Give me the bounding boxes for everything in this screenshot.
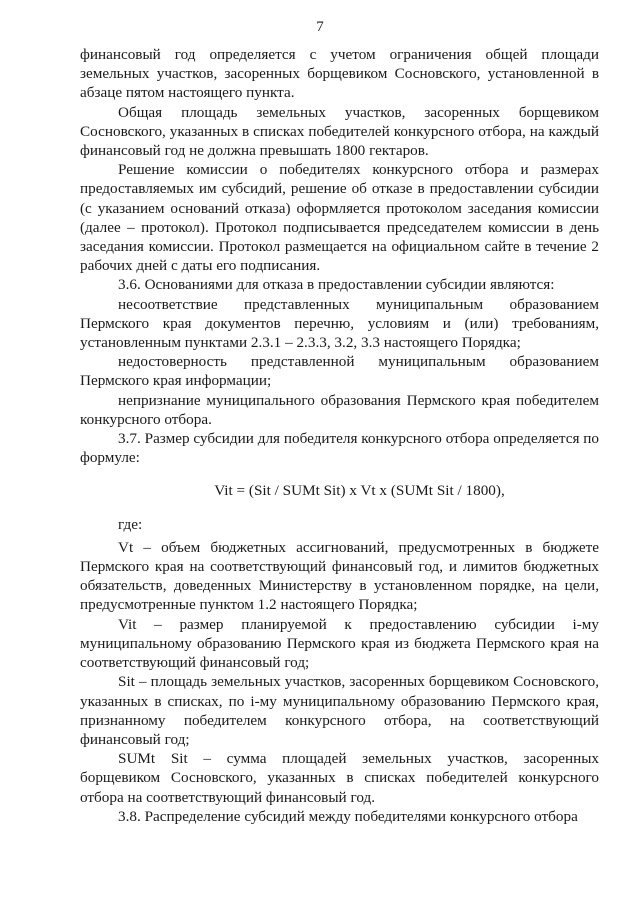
formula-definition: SUMt Sit – сумма площадей земельных участков, засоренных борщевиком Сосновского, указанных в списках победителей конкурсного отбора на соответствующий финансовый год. bbox=[80, 750, 599, 806]
refusal-reason-item: непризнание муниципального образования Пермского края победителем конкурсного отбора. bbox=[80, 391, 599, 428]
refusal-reason-item: несоответствие представленных муниципальным образованием Пермского края документов перечню, условиям и (или) требованиям, установленным пунктами 2.3.1 – 2.3.3, 3.2, 3.3 настоящего Порядка; bbox=[80, 295, 599, 352]
subsidy-formula: Vit = (Sit / SUMt Sit) x Vt x (SUMt Sit / 1800), bbox=[214, 482, 505, 500]
paragraph: финансовый год определяется с учетом ограничения общей площади земельных участков, засоренных борщевиком Сосновского, установленной в абзаце пятом настоящего пункта. bbox=[80, 46, 599, 102]
section-3-8-heading: 3.8. Распределение субсидий между победителями конкурсного отбора bbox=[118, 807, 578, 825]
formula-definition: Vit – размер планируемой к предоставлению субсидии i-му муниципальному образованию Пермского края из бюджета Пермского края на соответствующий финансовый год; bbox=[80, 615, 599, 672]
paragraph: Решение комиссии о победителях конкурсного отбора и размерах предоставляемых им субсидий, решение об отказе в предоставлении субсидии (с указанием оснований отказа) оформляется протоколом заседания комиссии (далее – протокол). Протокол подписывается председателем комиссии в день заседания комиссии. Протокол размещается на официальном сайте в течение 2 рабочих дней с даты его подписания. bbox=[80, 161, 599, 275]
formula-definition: Sit – площадь земельных участков, засоренных борщевиком Сосновского, указанных в списках, по i-му муниципальному образованию Пермского края, признанному победителем конкурсного отбора, на соответствующий финансовый год; bbox=[80, 673, 599, 748]
refusal-reason-item: недостоверность представленной муниципальным образованием Пермского края информации; bbox=[80, 353, 599, 390]
page-number: 7 bbox=[316, 19, 324, 35]
section-3-7-heading: 3.7. Размер субсидии для победителя конкурсного отбора определяется по формуле: bbox=[80, 430, 599, 467]
formula-definition: Vt – объем бюджетных ассигнований, предусмотренных в бюджете Пермского края на соответствующий финансовый год, и лимитов бюджетных обязательств, доведенных Министерству в установленном порядке, на цели, предусмотренные пунктом 1.2 настоящего Порядка; bbox=[80, 538, 599, 614]
section-3-6-heading: 3.6. Основаниями для отказа в предоставлении субсидии являются: bbox=[118, 276, 555, 294]
document-body bbox=[80, 45, 599, 826]
formula-where-label: где: bbox=[118, 515, 143, 533]
paragraph: Общая площадь земельных участков, засоренных борщевиком Сосновского, указанных в списках победителей конкурсного отбора, на каждый финансовый год не должна превышать 1800 гектаров. bbox=[80, 103, 599, 160]
